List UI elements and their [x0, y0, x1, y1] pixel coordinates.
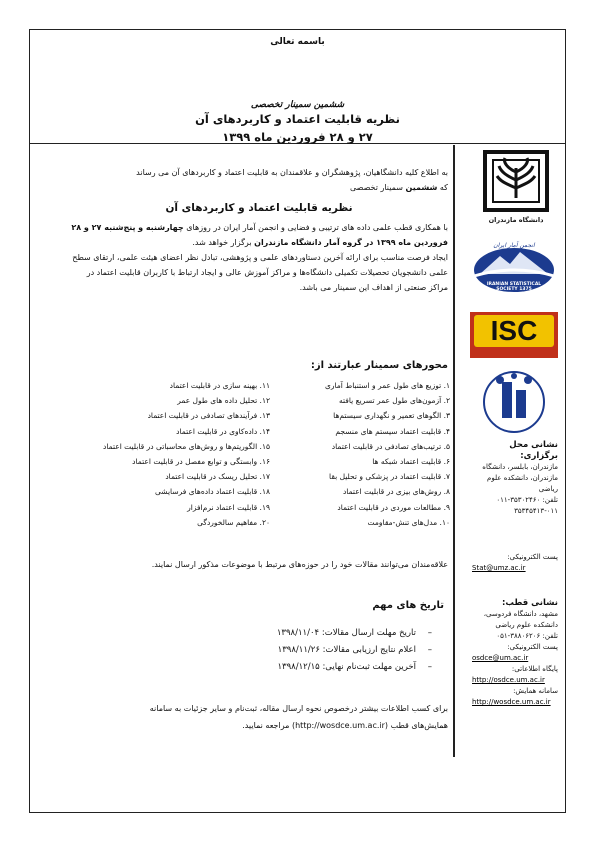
website-label: پایگاه اطلاعاتی:	[511, 665, 558, 673]
umz-logo	[483, 150, 549, 222]
intro-paragraph-1	[70, 220, 448, 250]
date-row	[70, 659, 432, 676]
website-link[interactable]: http://osdce.um.ac.ir	[472, 676, 545, 684]
umz-label: دانشگاه مازندران	[488, 216, 544, 224]
date-value: ۱۳۹۸/۱۲/۱۵	[277, 662, 320, 672]
topic-item: ۱۸. قابلیت اعتماد داده‌های فرسایشی	[155, 487, 270, 497]
center-heading: نشانی قطب:	[501, 598, 558, 608]
topic-item: ۱۹. قابلیت اعتماد نرم‌افزار	[187, 502, 270, 512]
intro-line2-pre: که	[439, 183, 448, 192]
intro-center-title: نظریه قابلیت اعتماد و کاربردهای آن	[165, 202, 353, 214]
conf-site-link[interactable]: http://wosdce.um.ac.ir	[472, 698, 551, 706]
center-email-link[interactable]: osdce@um.ac.ir	[472, 654, 529, 662]
topic-item: ۲۰. مفاهیم سالخوردگی	[197, 517, 270, 527]
p1-a: با همکاری قطب علمی داده های ترتیبی و فضایی و انجمن آمار ایران در روزهای	[186, 223, 448, 232]
isc-text: ISC	[490, 315, 538, 346]
venue-address: مازندران، بابلسر، دانشگاه مازندران، دانشکده علوم ریاضی	[482, 463, 558, 493]
venue-phone-2: ۳۵۳۴۵۴۱۳-۰۱۱	[514, 507, 558, 515]
iss-label: IRANIAN STATISTICAL SOCIETY 1375	[486, 282, 542, 292]
topic-item: ۱۰. مدل‌های تنش-مقاومت	[367, 517, 450, 527]
topic-item: ۷. قابلیت اعتماد در پزشکی و تحلیل بقا	[329, 472, 450, 482]
center-address: مشهد، دانشگاه فردوسی، دانشکده علوم ریاضی	[483, 610, 558, 629]
date-row	[70, 625, 432, 642]
conf-site-label: سامانه همایش:	[513, 687, 558, 695]
topic-item: ۲. آزمون‌های طول عمر تسریع یافته	[338, 396, 450, 406]
center-phone: تلفن: ۳۸۸۰۶۲۰۶-۰۵۱	[496, 632, 558, 640]
topic-item: ۱۵. الگوریتم‌ها و روش‌های محاسباتی در قابلیت اعتماد	[103, 441, 270, 451]
p1-d: برگزار خواهد شد.	[192, 238, 252, 247]
intro-line2-bold: ششمین	[405, 183, 438, 192]
svg-text:انجمن آمار ایران: انجمن آمار ایران	[493, 242, 535, 249]
center-email-label: پست الکترونیکی:	[507, 643, 558, 651]
dates-heading: تاریخ های مهم	[372, 600, 444, 611]
venue-email-label: پست الکترونیکی:	[507, 553, 558, 561]
iss-logo	[470, 238, 558, 298]
topics-column-right	[275, 378, 450, 530]
p1-c: پنج‌شنبه ۲۷ و ۲۸ فروردین ماه ۱۳۹۹ در گروه آمار دانشگاه مازندران	[71, 223, 448, 247]
topic-item: ۱۷. تحلیل ریسک در قابلیت اعتماد	[165, 472, 270, 482]
intro-section	[70, 165, 448, 295]
topic-item: ۱۲. تحلیل داده های طول عمر	[177, 396, 270, 406]
topic-item: ۱. توزیع های طول عمر و استنباط آماری	[325, 381, 450, 390]
footer-line2: همایش‌های قطب (http://wosdce.um.ac.ir) مراجعه نمایید.	[242, 721, 448, 730]
intro-line1: به اطلاع کلیه دانشگاهیان، پژوهشگران و علاقمندان به قابلیت اعتماد و کاربردهای آن می رساند	[136, 168, 448, 177]
topic-item: ۱۳. فرآیندهای تصادفی در قابلیت اعتماد	[147, 411, 270, 421]
date-row	[70, 642, 432, 659]
isc-logo	[470, 312, 558, 358]
venue-email-block	[472, 552, 558, 574]
sidebar-divider	[453, 145, 455, 757]
intro-paragraph-2: ایجاد فرصت مناسب برای ارائه آخرین دستاوردهای علمی و پژوهشی، تبادل نظر اعضای هیئت علمی، ارتقای سطح علمی دانشجویان تحصیلات تکمیلی دانشگاه‌ها و مراکز آموزش عالی و ایجاد ارتباط با کاربران قابلیت اعتماد در مراکز صنعتی از اهداف این سمینار می باشد.	[72, 253, 448, 292]
p1-b: چهارشنبه و	[138, 223, 184, 232]
dash-bullet: –	[427, 628, 432, 638]
venue-heading: نشانی محل برگزاری:	[509, 440, 558, 461]
topic-item: ۹. مطالعات موردی در قابلیت اعتماد	[337, 502, 450, 512]
topic-item: ۱۱. بهینه سازی در قابلیت اعتماد	[169, 381, 270, 390]
venue-phone: تلفن: ۳۵۳۰۲۴۶۰-۰۱۱	[496, 496, 558, 504]
topic-item: ۵. ترتیب‌های تصادفی در قابلیت اعتماد	[331, 441, 450, 451]
dash-bullet: –	[427, 662, 432, 672]
basmeh: باسمه تعالی	[270, 37, 325, 47]
topic-item: ۱۶. وابستگی و توابع مفصل در قابلیت اعتماد	[132, 457, 270, 467]
topic-item: ۸. روش‌های بیزی در قابلیت اعتماد	[342, 487, 450, 497]
header	[29, 29, 566, 144]
intro-line2-post: سمینار تخصصی	[350, 183, 403, 192]
seminar-title: نظریه قابلیت اعتماد و کاربردهای آن	[195, 112, 400, 126]
footer-text	[70, 700, 448, 734]
date-value: ۱۳۹۸/۱۱/۲۶	[277, 645, 320, 655]
topic-item: ۶. قابلیت اعتماد شبکه ها	[372, 457, 450, 467]
seminar-date: ۲۷ و ۲۸ فروردین ماه ۱۳۹۹	[222, 130, 373, 144]
center-logo	[476, 368, 552, 434]
center-block	[472, 598, 558, 708]
topics-column-left	[95, 378, 270, 530]
footer-line1: برای کسب اطلاعات بیشتر درخصوص نحوه ارسال مقاله، ثبت‌نام و سایر جزئیات به سامانه	[149, 704, 448, 713]
topic-item: ۴. قابلیت اعتماد سیستم های منسجم	[335, 426, 450, 436]
seminar-subtitle: ششمین سمینار تخصصی	[250, 100, 345, 110]
topic-item: ۱۴. داده‌کاوی در قابلیت اعتماد	[176, 426, 270, 436]
date-label: تاریخ مهلت ارسال مقالات:	[321, 628, 416, 638]
topic-item: ۳. الگوهای تعمیر و نگهداری سیستم‌ها	[333, 411, 450, 421]
date-label: اعلام نتایج ارزیابی مقالات:	[322, 645, 416, 655]
dates-list	[70, 625, 432, 676]
submission-note: علاقه‌مندان می‌توانند مقالات خود را در حوزه‌های مرتبط با موضوعات مذکور ارسال نمایند.	[151, 560, 448, 569]
venue-block	[472, 440, 558, 517]
dash-bullet: –	[427, 645, 432, 655]
date-value: ۱۳۹۸/۱۱/۰۴	[276, 628, 320, 638]
date-label: آخرین مهلت ثبت‌نام نهایی:	[322, 662, 416, 672]
topics-heading: محورهای سمینار عبارتند از:	[310, 360, 448, 371]
venue-email-link[interactable]: Stat@umz.ac.ir	[472, 564, 526, 572]
intro-line2	[70, 180, 448, 195]
